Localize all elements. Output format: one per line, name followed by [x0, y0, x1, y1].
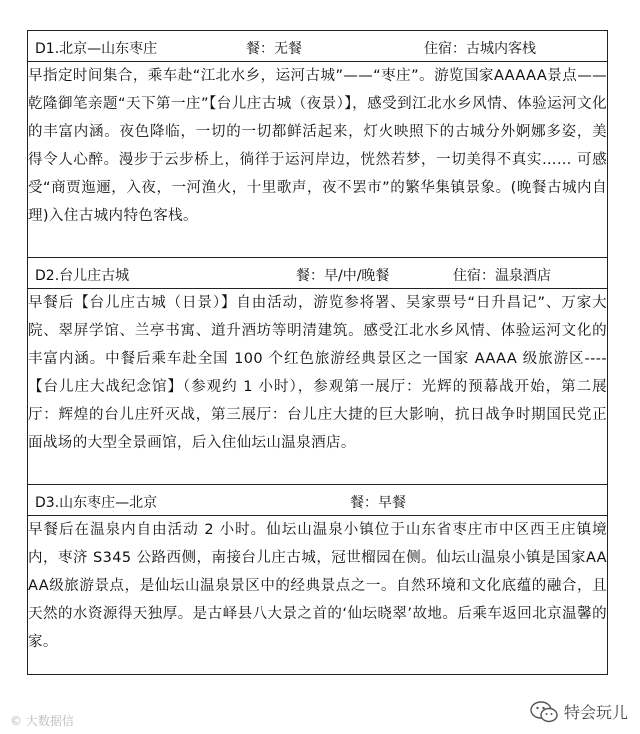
day3-meal: 餐：早餐	[350, 495, 406, 511]
day1-stay: 住宿：古城内客栈	[424, 41, 536, 57]
day3-body-row	[28, 516, 608, 675]
day2-header	[28, 258, 608, 289]
day1-body-row	[28, 62, 608, 258]
day2-meal: 餐：早/中/晚餐	[296, 268, 390, 284]
day2-header-row	[28, 258, 608, 289]
day2-stay: 住宿：温泉酒店	[453, 268, 551, 284]
day3-header	[28, 485, 608, 516]
watermark-right	[530, 700, 628, 723]
day1-description: 早指定时间集合，乘车赴“江北水乡，运河古城”——“枣庄”。游览国家AAAAA景点——乾隆御笔亲题“天下第一庄”【台儿庄古城（夜景）】，感受到江北水乡风情、体验运河文化的丰富内涵。夜色降临，一切的一切都鲜活起来，灯火映照下的古城分外婀娜多姿，美得令人心醉。漫步于云步桥上，徜徉于运河岸边，恍然若梦，一切美得不真实…… 可感受“商贾迤逦，入夜，一河渔火，十里歌声，夜不罢市”的繁华集镇景象。(晚餐古城内自理)入住古城内特色客栈。	[28, 62, 608, 258]
day2-description: 早餐后【台儿庄古城（日景）】自由活动，游览参将署、吴家票号“日升昌记”、万家大院、翠屏学馆、兰亭书寓、道升酒坊等明清建筑。感受江北水乡风情、体验运河文化的丰富内涵。中餐后乘车赴全国 100 个红色旅游经典景区之一国家 AAAA 级旅游区----【台儿庄大战纪念馆】（参观约 1 小时），参观第一展厅：光辉的预幕战开始，第二展厅：辉煌的台儿庄歼灭战，第三展厅：台儿庄大捷的巨大影响，抗日战争时期国民党正面战场的大型全景画馆，后入住仙坛山温泉酒店。	[28, 289, 608, 485]
day1-header	[28, 31, 608, 62]
day3-header-row	[28, 485, 608, 516]
wechat-icon	[530, 701, 558, 723]
day1-header-row	[28, 31, 608, 62]
day2-body-row	[28, 289, 608, 485]
watermark-left: © 大数据信	[10, 714, 74, 728]
day3-title: D3.山东枣庄—北京	[35, 495, 158, 511]
watermark-right-text: 特会玩儿	[563, 703, 628, 722]
day3-description: 早餐后在温泉内自由活动 2 小时。仙坛山温泉小镇位于山东省枣庄市中区西王庄镇境内，枣济 S345 公路西侧，南接台儿庄古城，冠世榴园在侧。仙坛山温泉小镇是国家AAAA级旅游景点，是仙坛山温泉景区中的经典景点之一。自然环境和文化底蕴的融合，且天然的水资源得天独厚。是古峄县八大景之首的‘仙坛晓翠’故地。后乘车返回北京温馨的家。	[28, 516, 608, 675]
day1-meal: 餐：无餐	[246, 41, 302, 57]
day2-title: D2.台儿庄古城	[35, 268, 130, 284]
day1-title: D1.北京—山东枣庄	[35, 41, 158, 57]
itinerary-table	[27, 30, 608, 675]
